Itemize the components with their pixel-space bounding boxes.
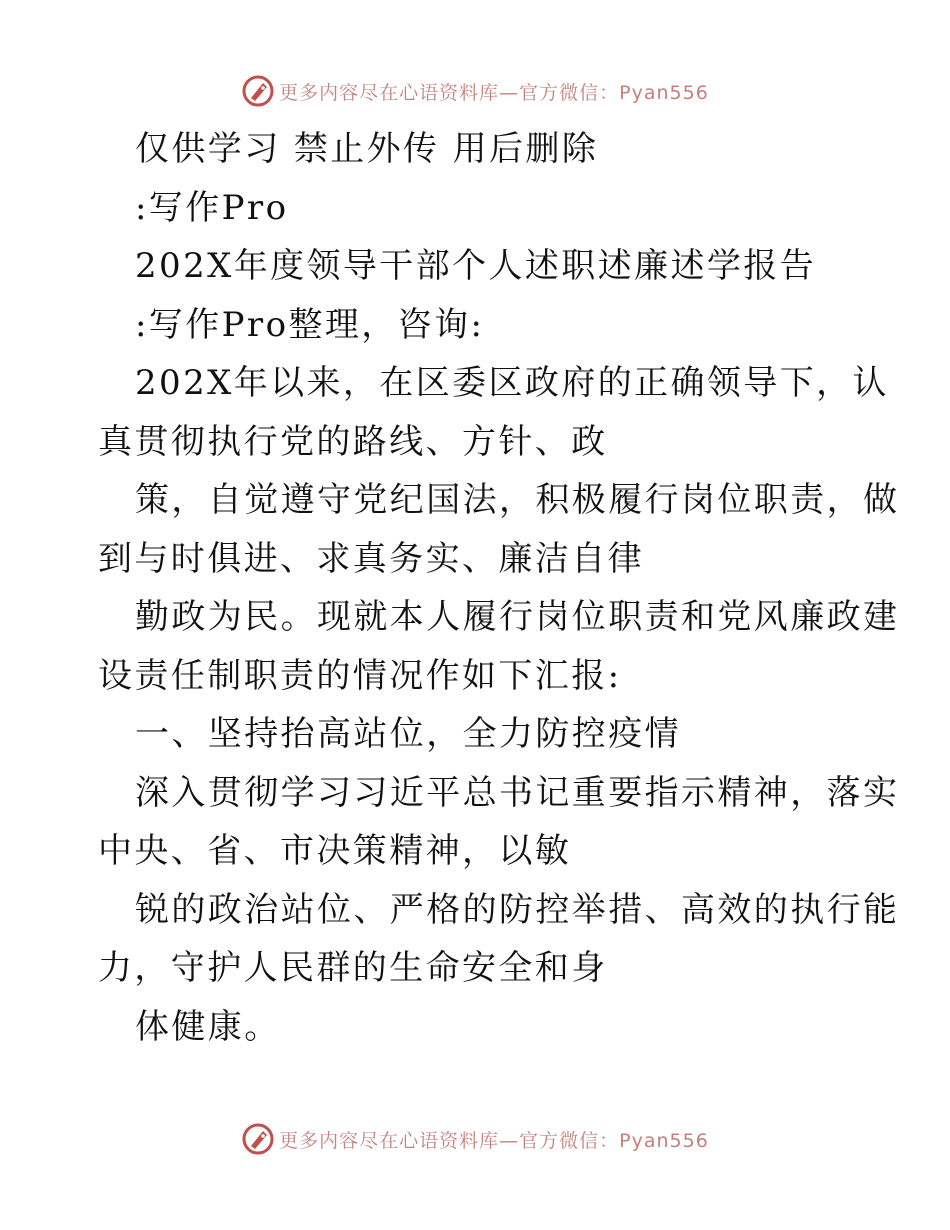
- watermark-header: [0, 71, 950, 111]
- doc-line: 202X年以来，在区委区政府的正确领导下，认: [135, 363, 889, 403]
- doc-line: 到与时俱进、求真务实、廉洁自律: [98, 538, 644, 579]
- doc-title: 202X年度领导干部个人述职述廉述学报告: [135, 246, 817, 286]
- doc-line: :写作Pro: [135, 187, 289, 228]
- doc-line: 策，自觉遵守党纪国法，积极履行岗位职责，做: [135, 480, 900, 520]
- pen-nib-logo-icon: [241, 1122, 275, 1156]
- doc-line: :写作Pro整理，咨询:: [135, 304, 485, 345]
- section-heading: 一、坚持抬高站位，全力防控疫情: [135, 714, 681, 754]
- watermark-text: 更多内容尽在心语资料库—官方微信：Pyan556: [279, 81, 709, 104]
- doc-line: 力，守护人民群的生命安全和身: [98, 948, 608, 988]
- doc-line: 真贯彻执行党的路线、方针、政: [98, 421, 608, 462]
- doc-line: 锐的政治站位、严格的防控举措、高效的执行能: [135, 889, 900, 930]
- watermark-text: 更多内容尽在心语资料库—官方微信：Pyan556: [279, 1129, 709, 1152]
- doc-line: 体健康。: [135, 1006, 281, 1047]
- document-body: [98, 120, 900, 1056]
- doc-line: 深入贯彻学习习近平总书记重要指示精神，落实: [135, 772, 900, 813]
- doc-line: 勤政为民。现就本人履行岗位职责和党风廉政建: [135, 597, 900, 637]
- doc-line: 仅供学习 禁止外传 用后删除: [135, 129, 599, 169]
- pen-nib-logo-icon: [241, 74, 275, 108]
- watermark-footer: [0, 1119, 950, 1159]
- doc-line: 中央、省、市决策精神，以敏: [98, 831, 572, 871]
- doc-line: 设责任制职责的情况作如下汇报:: [98, 655, 622, 696]
